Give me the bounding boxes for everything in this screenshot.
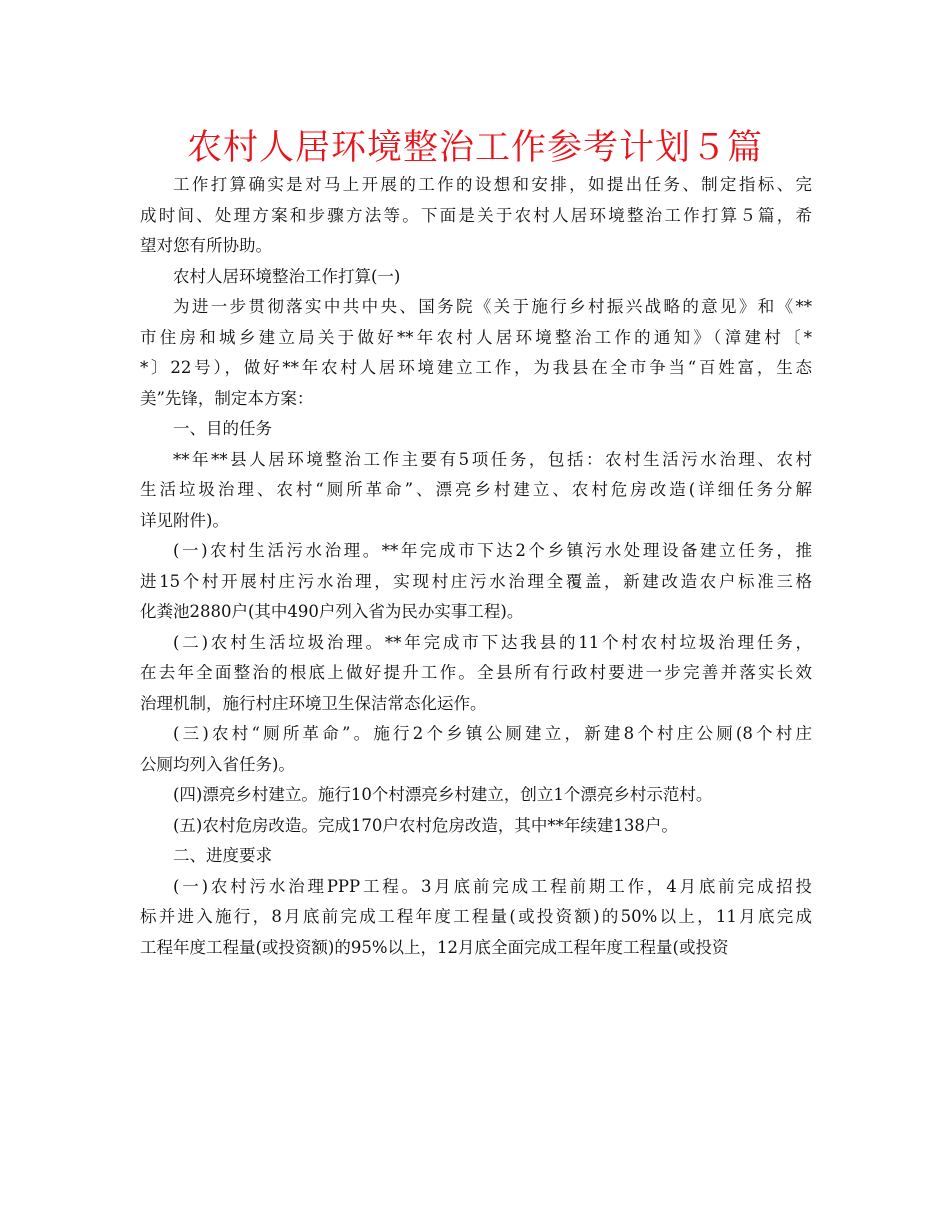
paragraph-line: 治理机制，施行村庄环境卫生保洁常态化运作。 <box>140 693 487 713</box>
paragraph <box>140 841 812 872</box>
paragraph-line: 一、目的任务 <box>173 419 272 438</box>
paragraph-line: 生活垃圾治理、农村“厕所革命”、漂亮乡村建立、农村危房改造(详细任务分解 <box>140 480 812 499</box>
paragraph <box>140 414 812 445</box>
paragraph <box>140 719 812 780</box>
paragraph <box>140 445 812 537</box>
paragraph-line: (一)农村生活污水治理。**年完成市下达2个乡镇污水处理设备建立任务，推 <box>173 541 812 560</box>
paragraph-line: 二、进度要求 <box>173 846 272 865</box>
paragraph-line: *〕22号），做好**年农村人居环境建立工作，为我县在全市争当“百姓富，生态 <box>140 358 812 377</box>
paragraph <box>140 262 812 293</box>
paragraph-line: 工作打算确实是对马上开展的工作的设想和安排，如提出任务、制定指标、完 <box>173 175 812 194</box>
paragraph-line: 美”先锋，制定本方案： <box>140 388 314 408</box>
paragraph-line: 在去年全面整治的根底上做好提升工作。全县所有行政村要进一步完善并落实长效 <box>140 663 812 682</box>
paragraph-line: (一)农村污水治理PPP工程。3月底前完成工程前期工作，4月底前完成招投 <box>173 876 812 896</box>
paragraph-line: (五)农村危房改造。完成170户农村危房改造，其中**年续建138户。 <box>173 815 678 835</box>
paragraph-line: 农村人居环境整治工作打算(一) <box>173 266 401 286</box>
paragraph <box>140 780 812 811</box>
paragraph-line: 望对您有所协助。 <box>140 236 272 255</box>
paragraph-line: 为进一步贯彻落实中共中央、国务院《关于施行乡村振兴战略的意见》和《** <box>173 297 812 316</box>
paragraph <box>140 170 812 262</box>
paragraph <box>140 811 812 842</box>
paragraph-line: 详见附件)。 <box>140 510 229 530</box>
paragraph-line: (二)农村生活垃圾治理。**年完成市下达我县的11个村农村垃圾治理任务， <box>173 632 812 652</box>
paragraph-line: **年**县人居环境整治工作主要有5项任务，包括：农村生活污水治理、农村 <box>173 449 812 469</box>
paragraph <box>140 628 812 720</box>
paragraph <box>140 872 812 964</box>
paragraph-line: 市住房和城乡建立局关于做好**年农村人居环境整治工作的通知》（漳建村〔* <box>140 327 812 347</box>
document-title: 农村人居环境整治工作参考计划５篇 <box>186 128 763 168</box>
paragraph-line: (四)漂亮乡村建立。施行10个村漂亮乡村建立，创立1个漂亮乡村示范村。 <box>173 785 713 804</box>
paragraph-line: 成时间、处理方案和步骤方法等。下面是关于农村人居环境整治工作打算５篇，希 <box>140 205 812 225</box>
document-body <box>140 170 812 963</box>
paragraph-line: 进15个村开展村庄污水治理，实现村庄污水治理全覆盖，新建改造农户标准三格 <box>140 571 812 591</box>
paragraph-line: 公厕均列入省任务)。 <box>140 754 295 774</box>
paragraph-line: 工程年度工程量(或投资额)的95%以上，12月底全面完成工程年度工程量(或投资 <box>140 937 729 957</box>
paragraph <box>140 536 812 628</box>
paragraph-line: 标并进入施行，8月底前完成工程年度工程量(或投资额)的50%以上，11月底完成 <box>140 907 812 926</box>
paragraph-line: (三)农村“厕所革命”。施行2个乡镇公厕建立，新建8个村庄公厕(8个村庄 <box>173 724 812 743</box>
paragraph-line: 化粪池2880户(其中490户列入省为民办实事工程)。 <box>140 602 524 621</box>
paragraph <box>140 292 812 414</box>
